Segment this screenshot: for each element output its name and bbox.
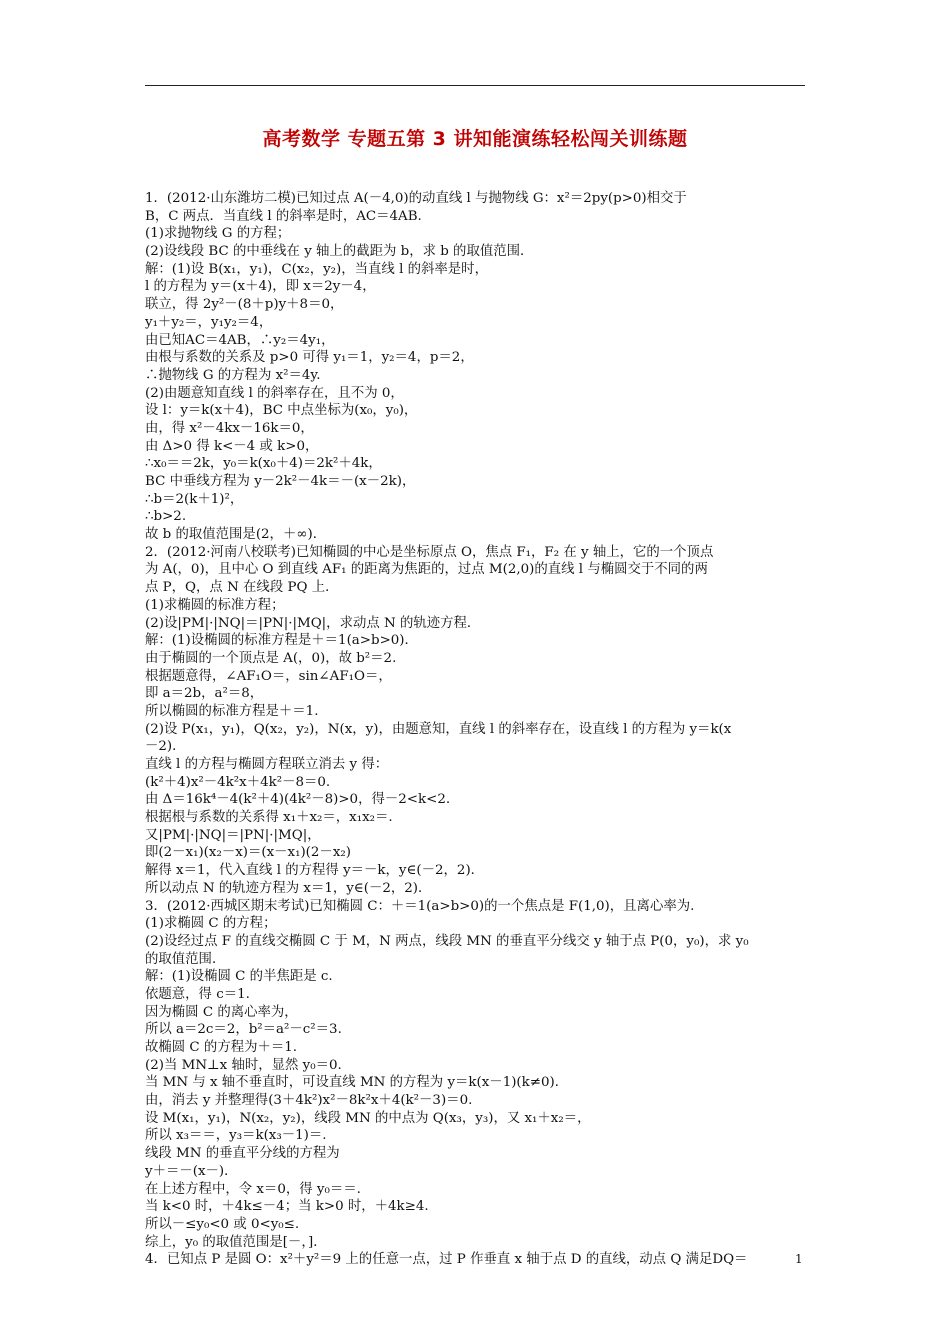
text-line: 线段 MN 的垂直平分线的方程为 (145, 1146, 340, 1162)
text-line: 由已知AC＝4AB，∴y₂＝4y₁， (145, 332, 335, 348)
text-line: ∴x₀＝＝2k，y₀＝k(x₀＋4)＝2k²＋4k， (145, 456, 382, 472)
header-rule (145, 85, 805, 86)
page-number: 1 (795, 1252, 803, 1266)
text-line: 的取值范围． (145, 951, 226, 967)
text-line: l 的方程为 y＝(x＋4)，即 x＝2y－4， (145, 279, 376, 295)
text-line: 在上述方程中，令 x＝0，得 y₀＝＝. (145, 1181, 361, 1197)
text-line: 1．(2012·山东潍坊二模)已知过点 A(－4,0)的动直线 l 与抛物线 G：x²＝2py(p>0)相交于 (145, 191, 687, 206)
text-line: BC 中垂线方程为 y－2k²－4k＝－(x－2k)， (145, 474, 416, 489)
text-line: 由 Δ>0 得 k<－4 或 k>0， (145, 438, 319, 454)
text-line: ∴b>2. (145, 509, 187, 525)
text-line: 联立，得 2y²－(8＋p)y＋8＝0， (145, 297, 344, 313)
text-line: 由于椭圆的一个顶点是 A(，0)，故 b²＝2. (145, 650, 397, 666)
text-line: 直线 l 的方程与椭圆方程联立消去 y 得： (145, 757, 389, 772)
text-line: (2)设经过点 F 的直线交椭圆 C 于 M，N 两点，线段 MN 的垂直平分线交 y 轴于点 P(0，y₀)，求 y₀ (145, 933, 749, 949)
text-line: 由，得 x²－4kx－16k＝0， (145, 420, 314, 436)
text-line: 综上，y₀ 的取值范围是[－，]． (145, 1234, 327, 1250)
text-line: 所以 a＝2c＝2，b²＝a²－c²＝3. (145, 1022, 342, 1038)
text-line: 3．(2012·西城区期末考试)已知椭圆 C：＋＝1(a>b>0)的一个焦点是 F(1,0)，且离心率为. (145, 898, 695, 914)
text-line: ∴抛物线 G 的方程为 x²＝4y. (145, 367, 321, 383)
text-line: 解：(1)设 B(x₁，y₁)，C(x₂，y₂)，当直线 l 的斜率是时， (145, 261, 488, 277)
page-title: 高考数学 专题五第 3 讲知能演练轻松闯关训练题 (262, 128, 688, 150)
text-line: 由根与系数的关系及 p>0 可得 y₁＝1，y₂＝4，p＝2， (145, 350, 474, 366)
text-line: B，C 两点．当直线 l 的斜率是时，AC＝4AB. (145, 208, 422, 224)
text-line: (1)求椭圆的标准方程； (145, 597, 285, 613)
text-line: 设 M(x₁，y₁)，N(x₂，y₂)，线段 MN 的中点为 Q(x₃，y₃)，又 x₁＋x₂＝， (145, 1110, 591, 1126)
text-line: 又|PM|·|NQ|＝|PN|·|MQ|， (145, 827, 321, 843)
text-line: 根据题意得，∠AF₁O＝，sin∠AF₁O＝， (145, 668, 392, 684)
text-line: 所以动点 N 的轨迹方程为 x＝1，y∈(－2，2)． (145, 880, 432, 896)
text-line: y₁＋y₂＝，y₁y₂＝4， (145, 314, 273, 330)
text-line: (2)设 P(x₁，y₁)，Q(x₂，y₂)，N(x，y)，由题意知，直线 l 的斜率存在，设直线 l 的方程为 y＝k(x (145, 721, 732, 737)
text-line: 由，消去 y 并整理得(3＋4k²)x²－8k²x＋4(k²－3)＝0. (145, 1093, 473, 1109)
text-line: (1)求抛物线 G 的方程； (145, 226, 291, 242)
text-line: (2)设|PM|·|NQ|＝|PN|·|MQ|，求动点 N 的轨迹方程． (145, 615, 481, 631)
text-line: 所以 x₃＝＝，y₃＝k(x₃－1)＝. (145, 1128, 327, 1144)
text-line: －2)． (145, 739, 186, 755)
text-line: 即(2－x₁)(x₂－x)＝(x－x₁)(2－x₂) (145, 845, 351, 861)
text-line: 设 l：y＝k(x＋4)，BC 中点坐标为(x₀，y₀)， (145, 403, 418, 419)
text-line: 由 Δ＝16k⁴－4(k²＋4)(4k²－8)>0，得－2<k<2. (145, 792, 451, 808)
text-line: 2．(2012·河南八校联考)已知椭圆的中心是坐标原点 O，焦点 F₁，F₂ 在 y 轴上，它的一个顶点 (145, 544, 714, 560)
text-line: 故 b 的取值范围是(2，＋∞)． (145, 527, 327, 543)
text-line: (1)求椭圆 C 的方程； (145, 916, 277, 932)
text-line: 依题意，得 c＝1. (145, 986, 250, 1002)
text-line: ∴b＝2(k＋1)²， (145, 491, 244, 507)
text-line: 当 k<0 时，＋4k≤－4；当 k>0 时，＋4k≥4. (145, 1199, 429, 1215)
text-line: (2)当 MN⊥x 轴时，显然 y₀＝0. (145, 1057, 342, 1073)
text-line: 故椭圆 C 的方程为＋＝1. (145, 1040, 298, 1055)
text-line: 解得 x＝1，代入直线 l 的方程得 y＝－k，y∈(－2，2)． (145, 863, 485, 879)
text-line: 根据根与系数的关系得 x₁＋x₂＝，x₁x₂＝. (145, 810, 393, 826)
text-line: 所以椭圆的标准方程是＋＝1. (145, 703, 319, 719)
text-line: 4．已知点 P 是圆 O：x²＋y²＝9 上的任意一点，过 P 作垂直 x 轴于点 D 的直线，动点 Q 满足DQ＝ (145, 1252, 748, 1268)
text-line: 解：(1)设椭圆的标准方程是＋＝1(a>b>0)． (145, 633, 418, 649)
text-line: (2)由题意知直线 l 的斜率存在，且不为 0， (145, 385, 404, 401)
text-line: (k²＋4)x²－4k²x＋4k²－8＝0. (145, 774, 331, 790)
text-line: (2)设线段 BC 的中垂线在 y 轴上的截距为 b，求 b 的取值范围． (145, 244, 534, 260)
text-line: 为 A(，0)，且中心 O 到直线 AF₁ 的距离为焦距的，过点 M(2,0)的直线 l 与椭圆交于不同的两 (145, 562, 708, 578)
text-line: 所以－≤y₀<0 或 0<y₀≤. (145, 1216, 300, 1232)
text-line: 即 a＝2b，a²＝8， (145, 686, 264, 702)
document-body (145, 190, 805, 1269)
text-line: 当 MN 与 x 轴不垂直时，可设直线 MN 的方程为 y＝k(x－1)(k≠0)． (145, 1075, 569, 1091)
text-line: 解：(1)设椭圆 C 的半焦距是 c. (145, 969, 333, 985)
text-line: 点 P，Q，点 N 在线段 PQ 上． (145, 580, 339, 596)
text-line: 因为椭圆 C 的离心率为， (145, 1004, 298, 1020)
text-line: y＋＝－(x－)． (145, 1163, 238, 1179)
